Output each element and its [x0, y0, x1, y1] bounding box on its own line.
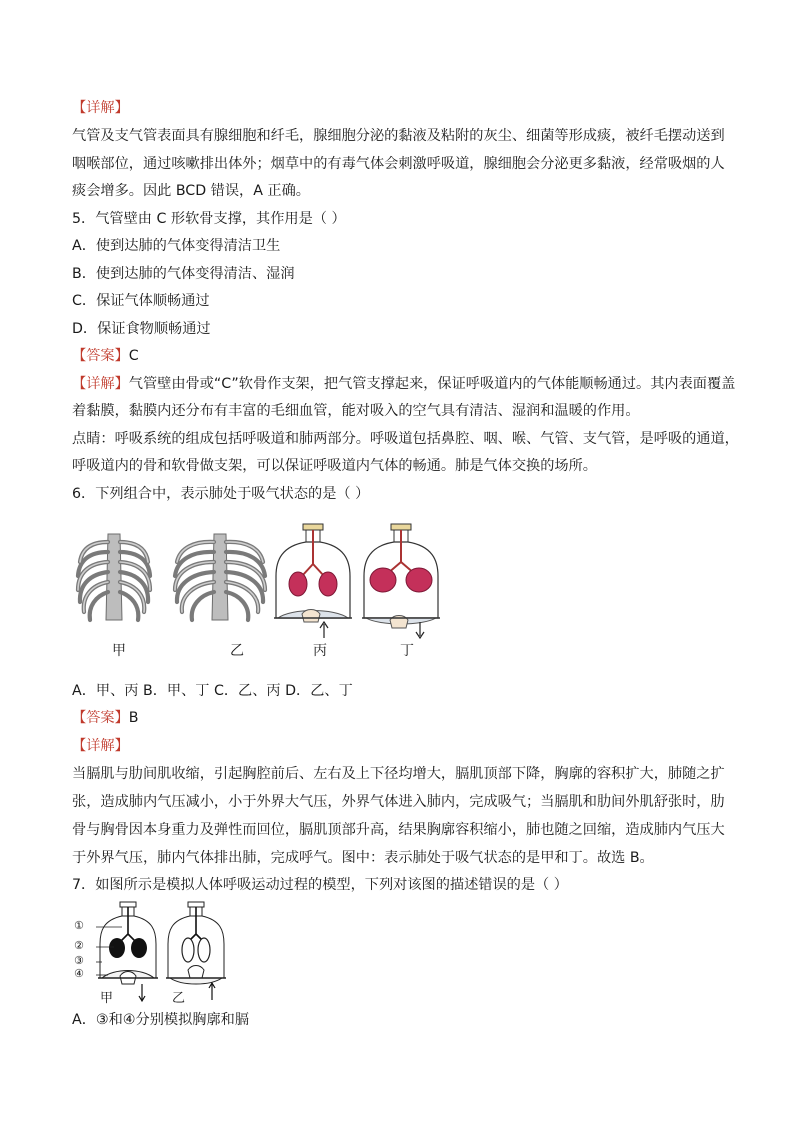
q5-note-line-2: 呼吸道内的骨和软骨做支架，可以保证呼吸道内气体的畅通。肺是气体交换的场所。 [72, 458, 597, 474]
q6-figure-label-jia: 甲 [112, 643, 126, 659]
q6-stem: 6．下列组合中，表示肺处于吸气状态的是（ ） [72, 486, 370, 502]
q7-figure-label-jia: 甲 [100, 991, 114, 1006]
q5-option-c: C．保证气体顺畅通过 [72, 293, 210, 309]
q5-stem: 5．气管壁由 C 形软骨支撑，其作用是（ ） [72, 211, 346, 227]
q7-callout-4: ④ [74, 967, 84, 980]
q5-detail-tag: 【详解】 [72, 376, 129, 392]
q5-option-b: B．使到达肺的气体变得清洁、湿润 [72, 266, 295, 282]
q6-detail-line-2: 张，造成肺内气压减小，小于外界大气压，外界气体进入肺内，完成吸气；当膈肌和肋间外肌舒张时，肋 [72, 794, 725, 810]
q5-answer-tag: 【答案】 [72, 348, 129, 364]
q6-detail-line-3: 骨与胸骨因本身重力及弹性而回位，膈肌顶部升高，结果胸廓容积缩小，肺也随之回缩，造成肺内气压大 [72, 822, 725, 838]
q6-answer [72, 708, 139, 728]
q7-callout-1: ① [74, 919, 84, 932]
q5-answer-value: C [128, 348, 139, 364]
q6-detail-line-4: 于外界气压，肺内气体排出肺，完成呼气。图中：表示肺处于吸气状态的是甲和丁。故选 B。 [72, 850, 654, 866]
q4-detail-line-1: 气管及支气管表面具有腺细胞和纤毛，腺细胞分泌的黏液及粘附的灰尘、细菌等形成痰，被纤毛摆动送到 [72, 128, 725, 144]
breathing-model-callout-lines [84, 900, 128, 984]
q6-options: A．甲、丙 B．甲、丁 C．乙、丙 D．乙、丁 [72, 683, 353, 699]
q5-answer [72, 346, 139, 366]
q6-figure-label-bing: 丙 [313, 643, 327, 659]
bell-jar-model-bing [272, 522, 354, 640]
q7-callout-3: ③ [74, 954, 84, 967]
q7-figure-label-yi: 乙 [172, 991, 186, 1006]
q7-stem: 7．如图所示是模拟人体呼吸运动过程的模型，下列对该图的描述错误的是（ ） [72, 877, 568, 893]
q6-figure-label-yi: 乙 [230, 643, 244, 659]
q4-detail-line-3: 痰会增多。因此 BCD 错误，A 正确。 [72, 183, 310, 199]
q5-option-a: A．使到达肺的气体变得清洁卫生 [72, 238, 281, 254]
q5-detail-line-2: 着黏膜，黏膜内还分布有丰富的毛细血管，能对吸入的空气具有清洁、湿润和温暖的作用。 [72, 403, 640, 419]
q5-detail-line-1 [72, 374, 735, 394]
q6-answer-tag: 【答案】 [72, 710, 129, 726]
ribcage-figure-jia [74, 528, 154, 628]
q5-note-line-1: 点睛：呼吸系统的组成包括呼吸道和肺两部分。呼吸道包括鼻腔、咽、喉、气管、支气管，是呼吸的通道， [72, 431, 739, 447]
q6-detail-line-1: 当膈肌与肋间肌收缩，引起胸腔前后、左右及上下径均增大，膈肌顶部下降，胸廓的容积扩大，肺随之扩 [72, 766, 725, 782]
q6-figure-label-ding: 丁 [400, 643, 414, 659]
q4-detail-tag: 【详解】 [72, 100, 129, 116]
ribcage-figure-yi [172, 528, 268, 628]
q6-detail-tag: 【详解】 [72, 738, 129, 754]
q7-option-a: A．③和④分别模拟胸廓和膈 [72, 1012, 250, 1028]
q4-detail-line-2: 咽喉部位，通过咳嗽排出体外；烟草中的有毒气体会刺激呼吸道，腺细胞会分泌更多黏液，经常吸烟的人 [72, 156, 725, 172]
q5-detail-first: 气管壁由骨或“C”软骨作支架，把气管支撑起来，保证呼吸道内的气体能顺畅通过。其内表面覆盖 [128, 376, 736, 392]
q6-answer-value: B [128, 710, 139, 726]
q7-callout-2: ② [74, 939, 84, 952]
bell-jar-model-ding [360, 522, 442, 640]
q5-option-d: D．保证食物顺畅通过 [72, 321, 211, 337]
